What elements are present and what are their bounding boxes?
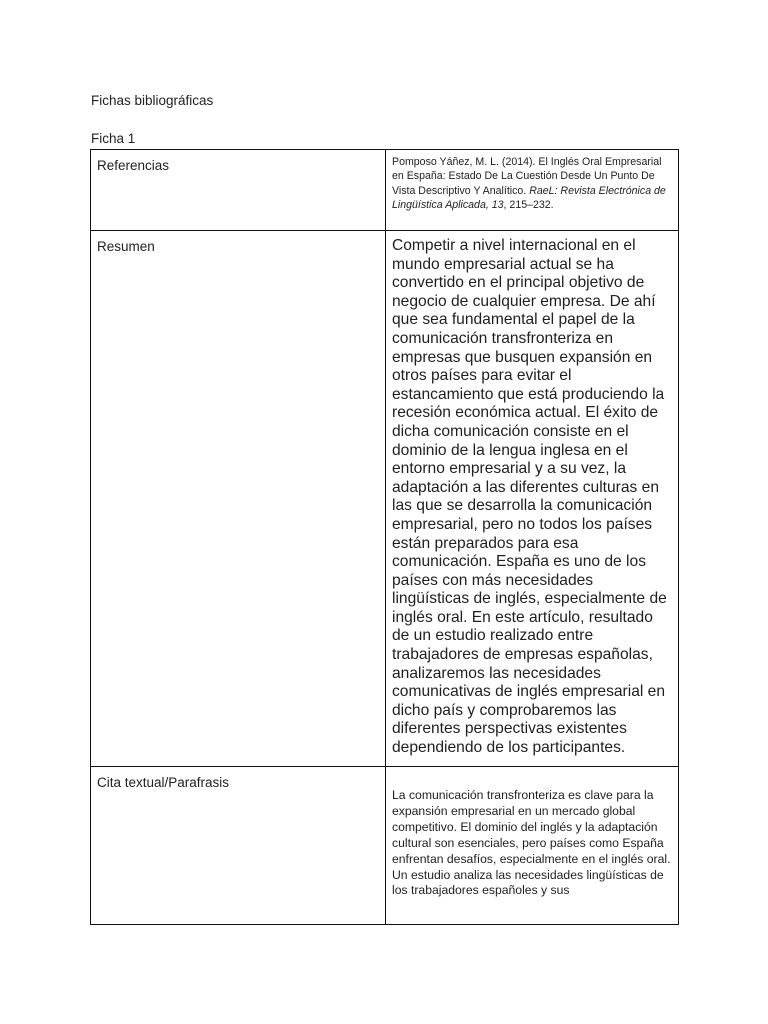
referencias-journal: RaeL: Revista Electrónica de Lingüística Aplicada <box>392 184 666 211</box>
table-row-resumen <box>91 231 679 767</box>
resumen-label-cell <box>91 231 386 767</box>
referencias-separator-2: , <box>503 198 510 211</box>
cita-text: La comunicación transfronteriza es clave para la expansión empresarial en un mercado global competitivo. El dominio del inglés y la adaptación cultural son esenciales, pero países como España enfrentan desafíos, especialmente en el inglés oral. Un estudio analiza las necesidades lingüísticas de los trabajadores españoles y sus <box>392 788 671 898</box>
referencias-text <box>386 150 678 217</box>
cita-value-cell <box>386 767 679 925</box>
table-row-referencias <box>91 150 679 231</box>
referencias-volume: 13 <box>491 198 504 211</box>
ficha-table <box>90 149 679 925</box>
cita-label: Cita textual/Parafrasis <box>97 775 230 790</box>
table-row-cita <box>91 767 679 925</box>
referencias-pages: 215–232. <box>509 198 554 211</box>
referencias-separator-1: , <box>485 198 492 211</box>
ficha-label: Ficha 1 <box>91 131 136 146</box>
resumen-text: Competir a nivel internacional en el mundo empresarial actual se ha convertido en el principal objetivo de negocio de cualquier empresa. De ahí que sea fundamental el papel de la comunicación transfronteriza en empresas que busquen expansión en otros países para evitar el estancamiento que está produciendo la recesión económica actual. El éxito de dicha comunicación consiste en el dominio de la lengua inglesa en el entorno empresarial y a su vez, la adaptación a las diferentes culturas en las que se desarrolla la comunicación empresarial, pero no todos los países están preparados para esa comunicación. España es uno de los países con más necesidades lingüísticas de inglés, especialmente de inglés oral. En este artículo, resultado de un estudio realizado entre trabajadores de empresas españolas, analizaremos las necesidades comunicativas de inglés empresarial en dicho país y comprobaremos las diferentes perspectivas existentes dependiendo de los participantes. <box>392 237 667 757</box>
document-title: Fichas bibliográficas <box>91 93 214 108</box>
resumen-label: Resumen <box>97 239 155 254</box>
referencias-label-cell <box>91 150 386 231</box>
resumen-value-cell <box>386 231 679 767</box>
referencias-label: Referencias <box>97 158 170 173</box>
referencias-citation: Pomposo Yáñez, M. L. (2014). El Inglés Oral Empresarial en España: Estado De La Cuestión Desde Un Punto De Vista Descriptivo Y Analítico. <box>392 156 662 197</box>
cita-label-cell <box>91 767 386 925</box>
referencias-value-cell <box>386 150 679 231</box>
